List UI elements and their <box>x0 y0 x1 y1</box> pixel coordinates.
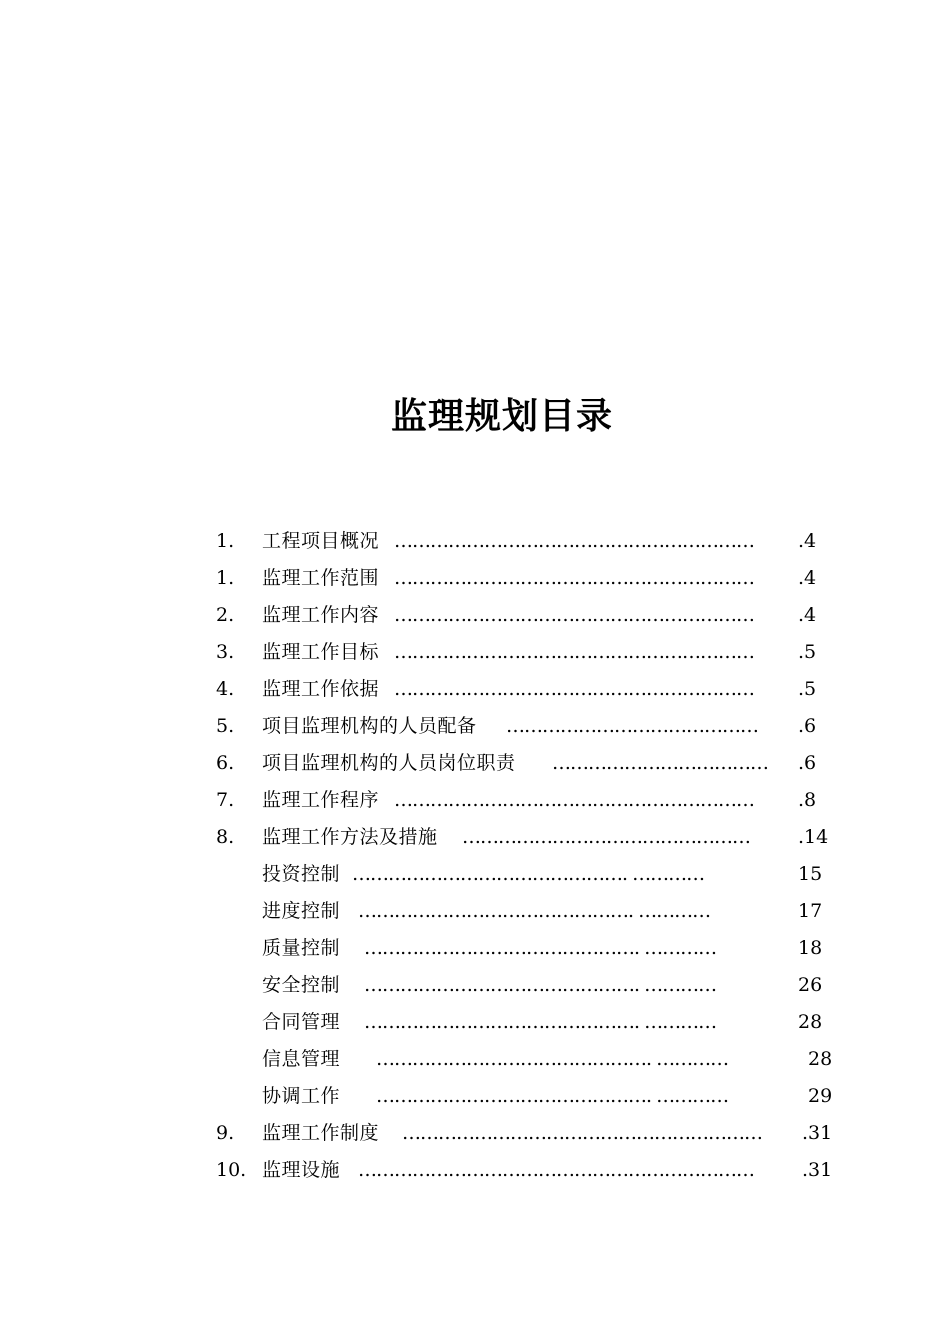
toc-entry-label: 监理工作依据 <box>262 678 380 700</box>
toc-entry[interactable] <box>216 930 836 967</box>
toc-entry-number: 7. <box>216 789 235 811</box>
toc-entry-number: 3. <box>216 641 235 663</box>
toc-entry-label: 协调工作 <box>262 1085 341 1107</box>
toc-entry-leader: …………………………………………………… <box>394 567 754 589</box>
page-title: 监理规划目录 <box>390 396 613 437</box>
toc-entry[interactable] <box>216 1041 836 1078</box>
toc-entry-page: .4 <box>798 604 817 626</box>
toc-entry-page: .5 <box>798 678 817 700</box>
toc-entry-number: 6. <box>216 752 235 774</box>
toc-entry-number: 1. <box>216 567 235 589</box>
toc-entry-number: 4. <box>216 678 235 700</box>
toc-entry[interactable] <box>216 745 836 782</box>
toc-entry-page: 28 <box>808 1048 833 1070</box>
toc-entry-leader: ………………………………………. ………… <box>364 937 717 959</box>
toc-entry-label: 项目监理机构的人员配备 <box>262 715 477 737</box>
toc-entry-number: 2. <box>216 604 235 626</box>
toc-entry-leader: …………………………………………………… <box>394 678 754 700</box>
toc-entry-leader: ………………………………………. ………… <box>358 900 711 922</box>
toc-entry-label: 监理工作制度 <box>262 1122 380 1144</box>
table-of-contents <box>216 523 836 1189</box>
toc-entry-page: .5 <box>798 641 817 663</box>
toc-entry-label: 投资控制 <box>262 863 341 885</box>
toc-entry-label: 质量控制 <box>262 937 341 959</box>
toc-entry-label: 监理工作范围 <box>262 567 380 589</box>
toc-entry-label: 进度控制 <box>262 900 341 922</box>
toc-entry-page: .31 <box>802 1122 833 1144</box>
toc-entry-label: 监理工作目标 <box>262 641 380 663</box>
toc-entry-page: .4 <box>798 530 817 552</box>
toc-entry-page: 29 <box>808 1085 833 1107</box>
toc-entry-leader: ………………………………………… <box>462 826 750 848</box>
toc-entry-leader: ………………………………………………………… <box>358 1159 754 1181</box>
toc-entry-leader: …………………………………………………… <box>394 530 754 552</box>
toc-entry-label: 监理工作内容 <box>262 604 380 626</box>
toc-entry[interactable] <box>216 523 836 560</box>
toc-entry-page: .31 <box>802 1159 833 1181</box>
toc-entry-number: 8. <box>216 826 235 848</box>
toc-entry[interactable] <box>216 560 836 597</box>
toc-entry[interactable] <box>216 1115 836 1152</box>
toc-entry-number: 1. <box>216 530 235 552</box>
toc-entry[interactable] <box>216 967 836 1004</box>
toc-entry-label: 监理设施 <box>262 1159 341 1181</box>
toc-entry-leader: ………………………………………. ………… <box>352 863 705 885</box>
toc-entry[interactable] <box>216 856 836 893</box>
toc-entry-label: 安全控制 <box>262 974 341 996</box>
toc-entry-leader: ………………………………………. ………… <box>376 1048 729 1070</box>
toc-entry-page: 28 <box>798 1011 823 1033</box>
toc-entry-number: 9. <box>216 1122 235 1144</box>
toc-entry[interactable] <box>216 1152 836 1189</box>
toc-entry-label: 监理工作方法及措施 <box>262 826 438 848</box>
toc-entry-label: 信息管理 <box>262 1048 341 1070</box>
toc-entry-page: .8 <box>798 789 817 811</box>
toc-entry-page: .6 <box>798 715 817 737</box>
toc-entry-page: .14 <box>798 826 829 848</box>
toc-entry[interactable] <box>216 782 836 819</box>
toc-entry[interactable] <box>216 1078 836 1115</box>
toc-entry-page: 15 <box>798 863 823 885</box>
toc-entry[interactable] <box>216 819 836 856</box>
toc-entry-leader: ………………………………………. ………… <box>364 974 717 996</box>
toc-entry-number: 10. <box>216 1159 247 1181</box>
toc-entry-leader: ……………………………… <box>552 752 768 774</box>
toc-entry[interactable] <box>216 671 836 708</box>
toc-entry-leader: …………………………………………………… <box>402 1122 762 1144</box>
toc-entry-label: 工程项目概况 <box>262 530 380 552</box>
toc-entry[interactable] <box>216 597 836 634</box>
toc-entry[interactable] <box>216 634 836 671</box>
toc-entry[interactable] <box>216 893 836 930</box>
toc-entry-page: 26 <box>798 974 823 996</box>
toc-entry-label: 合同管理 <box>262 1011 341 1033</box>
toc-entry-leader: …………………………………………………… <box>394 604 754 626</box>
toc-entry-leader: …………………………………… <box>506 715 758 737</box>
toc-entry-page: .6 <box>798 752 817 774</box>
toc-entry-page: 18 <box>798 937 823 959</box>
toc-entry[interactable] <box>216 708 836 745</box>
toc-entry-number: 5. <box>216 715 235 737</box>
toc-entry-leader: …………………………………………………… <box>394 789 754 811</box>
toc-entry-label: 项目监理机构的人员岗位职责 <box>262 752 516 774</box>
toc-entry-leader: ………………………………………. ………… <box>376 1085 729 1107</box>
toc-entry[interactable] <box>216 1004 836 1041</box>
toc-entry-leader: ………………………………………. ………… <box>364 1011 717 1033</box>
toc-entry-page: 17 <box>798 900 823 922</box>
toc-entry-leader: …………………………………………………… <box>394 641 754 663</box>
toc-entry-page: .4 <box>798 567 817 589</box>
toc-entry-label: 监理工作程序 <box>262 789 380 811</box>
